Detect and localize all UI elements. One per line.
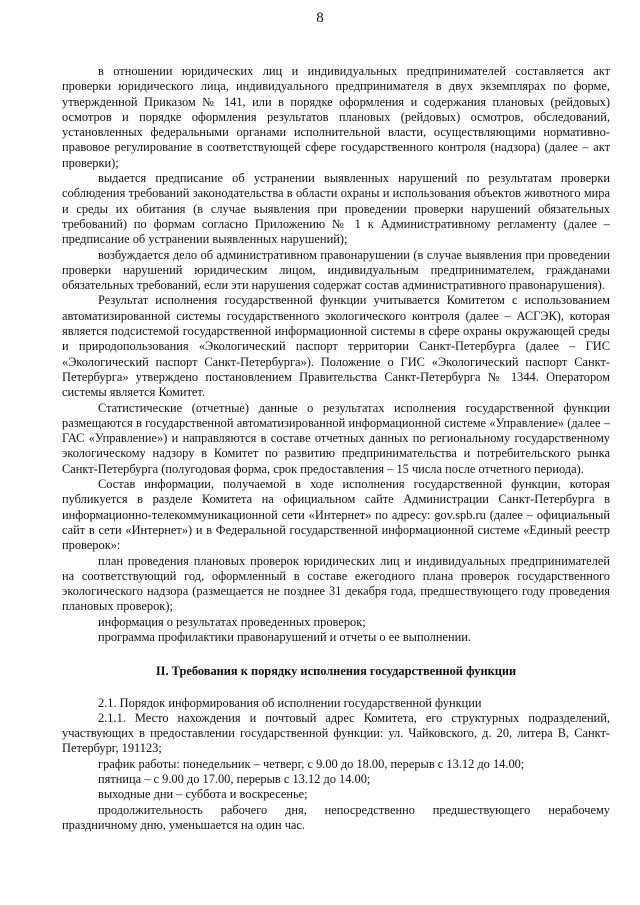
- paragraph: возбуждается дело об административном правонарушении (в случае выявления при проведении проверки нарушений юридическим лицом, индивидуальным предпринимателем, гражданами обязательных требований, если эти нарушения содержат состав административного правонарушения).: [62, 247, 610, 293]
- paragraph: план проведения плановых проверок юридических лиц и индивидуальных предпринимателей на соответствующий год, оформленный в составе ежегодного плана проверок государственного экологического надзора (размещается не позднее 31 декабря года, предшествующего году проведения плановых проверок);: [62, 553, 610, 614]
- paragraph: пятница – с 9.00 до 17.00, перерыв с 13.12 до 14.00;: [98, 772, 371, 787]
- section-heading: II. Требования к порядку исполнения государственной функции: [155, 664, 517, 679]
- paragraph: в отношении юридических лиц и индивидуальных предпринимателей составляется акт проверки юридического лица, индивидуального предпринимателя в двух экземплярах по форме, утвержденной Приказом № 141, или в порядке оформления и содержания плановых (рейдовых) осмотров и порядке оформления результатов плановых (рейдовых) осмотров, обследований, установленных федеральными органами исполнительной власти, осуществляющими нормативно-правовое регулирование в соответствующей сфере государственного контроля (надзора) (далее – акт проверки);: [62, 64, 610, 170]
- paragraph: выходные дни – суббота и воскресенье;: [98, 787, 308, 802]
- paragraph: Состав информации, получаемой в ходе исполнения государственной функции, которая публикуется в разделе Комитета на официальном сайте Администрации Санкт-Петербурга в информационно-телекоммуникационной сети «Интернет» по адресу: gov.spb.ru (далее – официальный сайт в сети «Интернет») и в Федеральной государственной информационной системе «Единый реестр проверок»:: [62, 477, 610, 553]
- document-body: [62, 64, 610, 833]
- paragraph: программа профилактики правонарушений и отчеты о ее выполнении.: [98, 629, 471, 644]
- page-number: 8: [316, 10, 324, 26]
- paragraph: Результат исполнения государственной функции учитывается Комитетом с использованием автоматизированной системы государственного экологического контроля (далее – АСГЭК), которая является подсистемой государственной информационной системы в сфере охраны окружающей среды и природопользования «Экологический паспорт территории Санкт-Петербурга (далее – ГИС «Экологический паспорт Санкт-Петербурга»). Положение о ГИС «Экологический паспорт Санкт-Петербурга» утверждено постановлением Правительства Санкт-Петербурга № 1344. Оператором системы является Комитет.: [62, 293, 610, 400]
- paragraph: 2.1. Порядок информирования об исполнении государственной функции: [98, 695, 482, 710]
- paragraph: информация о результатах проведенных проверок;: [98, 614, 366, 629]
- paragraph: Статистические (отчетные) данные о результатах исполнения государственной функции размещаются в государственной автоматизированной информационной системе «Управление» (далее – ГАС «Управление») и направляются в составе отчетных данных по региональному государственному экологическому надзору в Комитет по развитию предпринимательства и потребительского рынка Санкт-Петербурга (полугодовая форма, срок предоставления – 15 числа после отчетного периода).: [62, 400, 610, 476]
- paragraph: график работы: понедельник – четверг, с 9.00 до 18.00, перерыв с 13.12 до 14.00;: [98, 756, 525, 771]
- paragraph: выдается предписание об устранении выявленных нарушений по результатам проверки соблюдения требований законодательства в области охраны и использования объектов животного мира и среды их обитания (в случае выявления при проведении проверки нарушений обязательных требований) по формам согласно Приложению № 1 к Административному регламенту (далее – предписание об устранении выявленных нарушений);: [62, 171, 610, 247]
- paragraph: 2.1.1. Место нахождения и почтовый адрес Комитета, его структурных подразделений, участвующих в предоставлении государственной функции: ул. Чайковского, д. 20, литера В, Санкт-Петербург, 191123;: [62, 710, 610, 756]
- paragraph: продолжительность рабочего дня, непосредственно предшествующего нерабочему праздничному дню, уменьшается на один час.: [62, 802, 610, 832]
